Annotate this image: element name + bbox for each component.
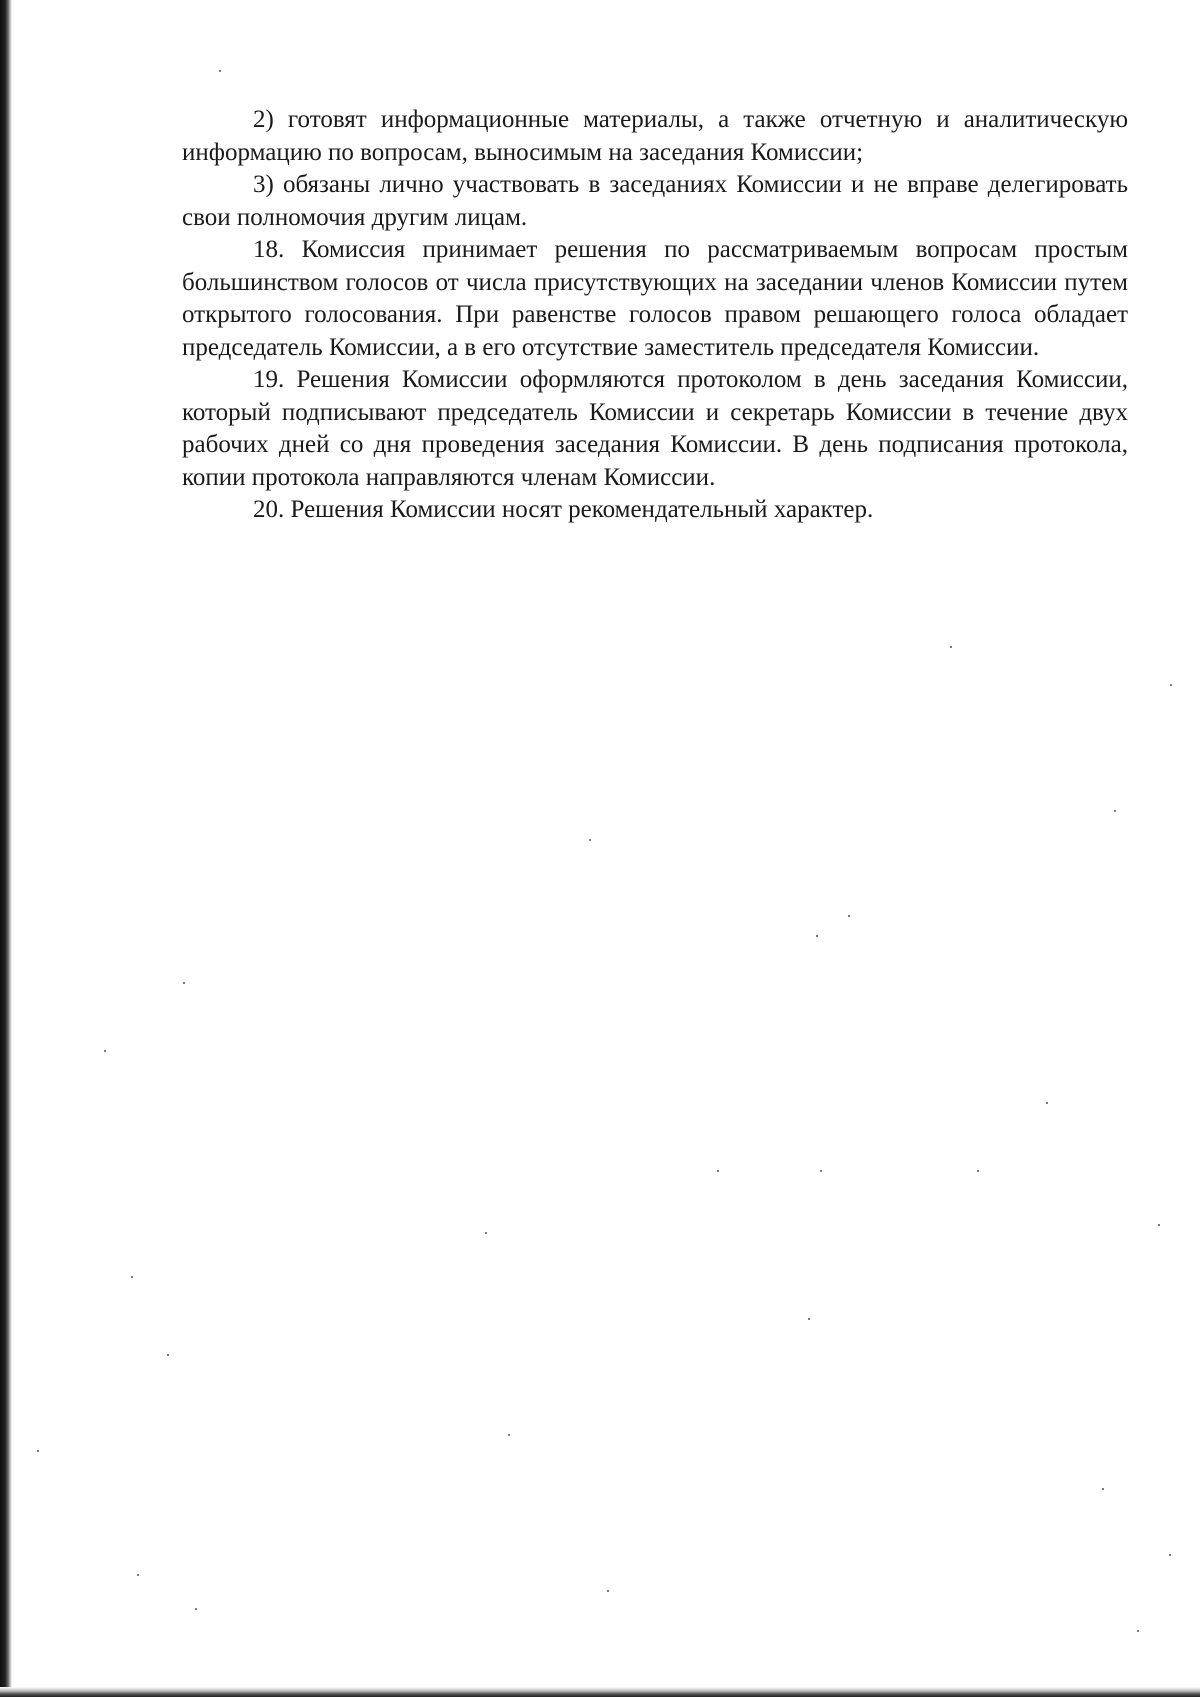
- scan-speck: [977, 1170, 979, 1172]
- scan-speck: [37, 1450, 39, 1452]
- scan-speck: [808, 1318, 810, 1320]
- scan-speck: [607, 1590, 609, 1592]
- scan-speck: [848, 915, 850, 917]
- paragraph-clause-19: 19. Решения Комиссии оформляются протоколом в день заседания Комиссии, который подписывают председатель Комиссии и секретарь Комиссии в течение двух рабочих дней со дня проведения заседания Комиссии. В день подписания протокола, копии протокола направляются членам Комиссии.: [182, 366, 1128, 491]
- scan-speck: [1170, 684, 1172, 686]
- scan-speck: [485, 1232, 487, 1234]
- scan-speck: [820, 1170, 822, 1172]
- scan-speck: [131, 1276, 133, 1278]
- scan-speck: [1158, 1224, 1160, 1226]
- scan-speck: [589, 839, 591, 841]
- scan-speck: [1114, 810, 1116, 812]
- scan-speck: [717, 1170, 719, 1172]
- scan-speck: [167, 1354, 169, 1356]
- document-body: [182, 104, 1128, 527]
- paragraph-item-3: 3) обязаны лично участвовать в заседаниях Комиссии и не вправе делегировать свои полномочия другим лицам.: [182, 171, 1128, 231]
- paragraph-clause-20: 20. Решения Комиссии носят рекомендательный характер.: [253, 496, 874, 523]
- scan-speck: [1137, 1630, 1139, 1632]
- scan-speck: [950, 646, 952, 648]
- scan-speck: [137, 1574, 139, 1576]
- scan-speck: [219, 70, 221, 72]
- scan-speck: [183, 982, 185, 984]
- scan-edge-bottom: [0, 1687, 1200, 1697]
- scan-speck: [1102, 1488, 1104, 1490]
- scan-speck: [1046, 1102, 1048, 1104]
- scan-speck: [104, 1050, 106, 1052]
- scan-speck: [508, 1434, 510, 1436]
- scan-speck: [195, 1608, 197, 1610]
- scan-edge-left: [0, 0, 12, 1697]
- paragraph-clause-18: 18. Комиссия принимает решения по рассматриваемым вопросам простым большинством голосов от числа присутствующих на заседании членов Комиссии путем открытого голосования. При равенстве голосов правом решающего голоса обладает председатель Комиссии, а в его отсутствие заместитель председателя Комиссии.: [182, 236, 1128, 361]
- scan-speck: [1169, 1554, 1171, 1556]
- paragraph-item-2: 2) готовят информационные материалы, а также отчетную и аналитическую информацию по вопросам, выносимым на заседания Комиссии;: [182, 106, 1128, 166]
- scan-speck: [816, 935, 818, 937]
